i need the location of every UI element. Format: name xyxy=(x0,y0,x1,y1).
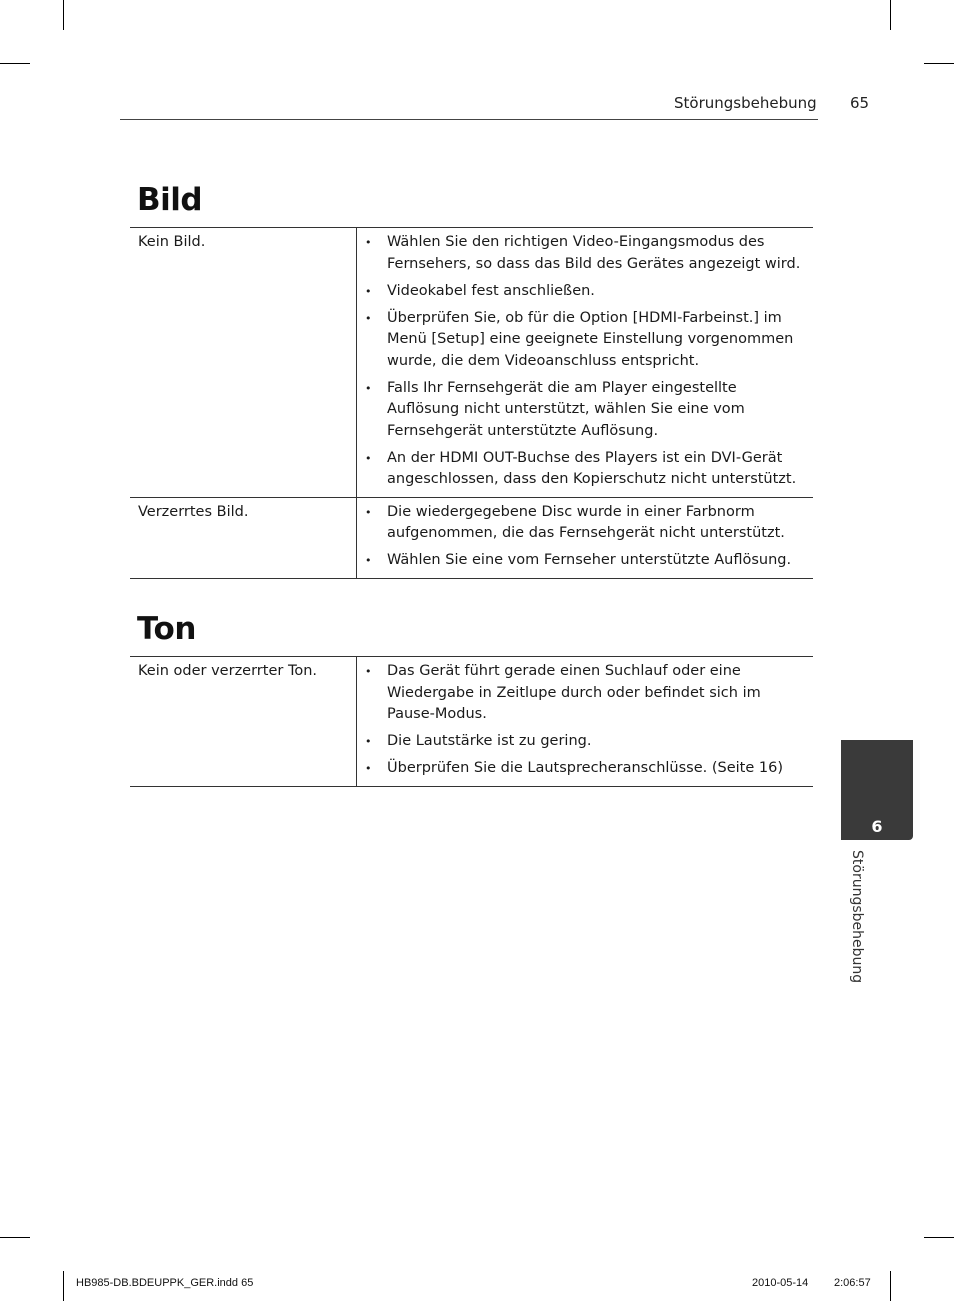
problem-cell: Kein oder verzerrter Ton. xyxy=(130,657,357,787)
list-item: • Die Lautstärke ist zu gering. xyxy=(365,731,809,753)
list-item: • Falls Ihr Fernsehgerät die am Player eingestellte Auflösung nicht unterstützt, wählen Sie eine vom Fernsehgerät unterstützte Auflösung. xyxy=(365,378,809,443)
footer-time: 2:06:57 xyxy=(834,1277,871,1289)
ton-table xyxy=(130,656,813,787)
list-item: • Wählen Sie eine vom Fernseher unterstützte Auflösung. xyxy=(365,550,809,572)
remedy-list xyxy=(365,661,809,780)
list-item: • Überprüfen Sie die Lautsprecheranschlüsse. (Seite 16) xyxy=(365,758,809,780)
table-row xyxy=(130,657,813,787)
crop-mark xyxy=(0,63,30,64)
remedy-list xyxy=(365,502,809,572)
crop-mark xyxy=(0,1237,30,1238)
footer-date: 2010-05-14 xyxy=(752,1277,809,1289)
problem-cell: Verzerrtes Bild. xyxy=(130,497,357,578)
section-title-bild: Bild xyxy=(137,182,203,218)
page-number: 65 xyxy=(850,94,870,112)
crop-mark xyxy=(924,1237,954,1238)
list-item: • Das Gerät führt gerade einen Suchlauf oder eine Wiedergabe in Zeitlupe durch oder befindet sich im Pause-Modus. xyxy=(365,661,809,726)
list-item: • Die wiedergegebene Disc wurde in einer Farbnorm aufgenommen, die das Fernsehgerät nicht unterstützt. xyxy=(365,502,809,545)
remedy-list xyxy=(365,232,809,491)
remedy-cell xyxy=(357,657,814,787)
crop-mark xyxy=(890,1271,891,1301)
header-rule xyxy=(120,119,818,120)
section-title-ton: Ton xyxy=(137,611,196,647)
crop-mark xyxy=(63,1271,64,1301)
table-row xyxy=(130,497,813,578)
running-header-section: Störungsbehebung xyxy=(674,94,817,112)
list-item: • Überprüfen Sie, ob für die Option [HDMI-Farbeinst.] im Menü [Setup] eine geeignete Einstellung vorgenommen wurde, die dem Videoanschluss entspricht. xyxy=(365,308,809,373)
crop-mark xyxy=(890,0,891,30)
chapter-label: Störungsbehebung xyxy=(849,850,865,984)
problem-cell: Kein Bild. xyxy=(130,228,357,498)
bild-table xyxy=(130,227,813,579)
list-item: • An der HDMI OUT-Buchse des Players ist ein DVI-Gerät angeschlossen, dass den Kopierschutz nicht unterstützt. xyxy=(365,448,809,491)
list-item: • Videokabel fest anschließen. xyxy=(365,281,809,303)
crop-mark xyxy=(63,0,64,30)
remedy-cell xyxy=(357,497,814,578)
chapter-number: 6 xyxy=(871,817,883,836)
remedy-cell xyxy=(357,228,814,498)
list-item: • Wählen Sie den richtigen Video-Eingangsmodus des Fernsehers, so dass das Bild des Gerätes angezeigt wird. xyxy=(365,232,809,275)
chapter-tab xyxy=(841,740,913,840)
footer-file: HB985-DB.BDEUPPK_GER.indd 65 xyxy=(76,1277,254,1289)
table-row xyxy=(130,228,813,498)
crop-mark xyxy=(924,63,954,64)
